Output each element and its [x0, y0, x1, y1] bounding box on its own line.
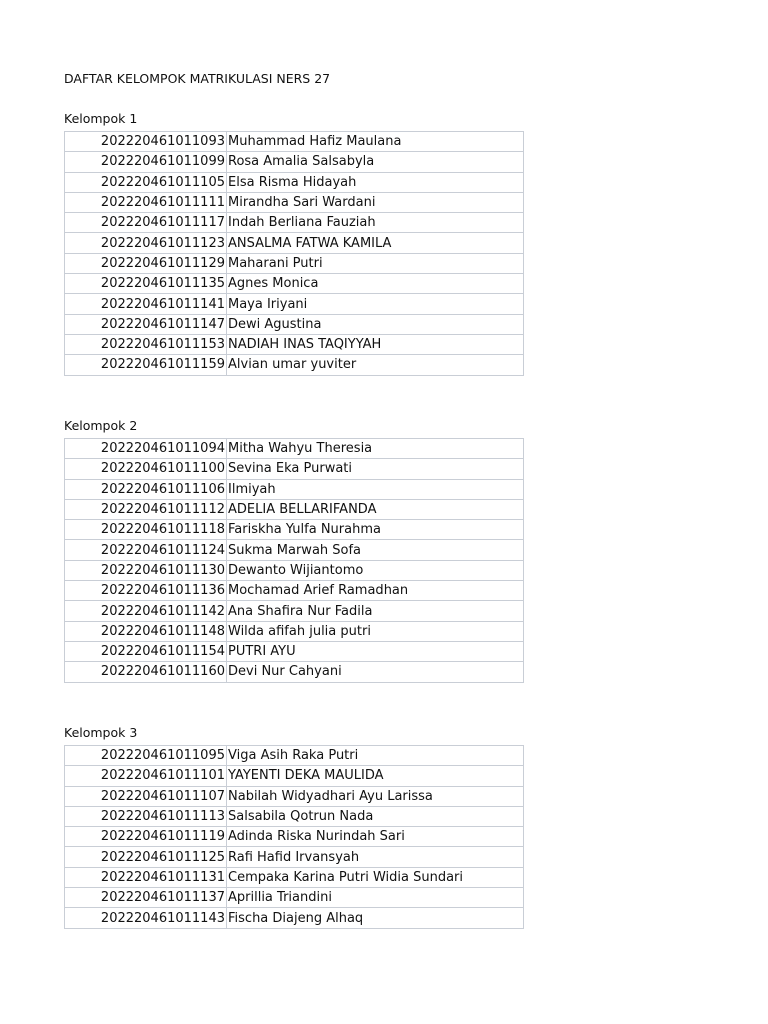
document-title: DAFTAR KELOMPOK MATRIKULASI NERS 27: [64, 71, 331, 86]
student-name-cell: Mirandha Sari Wardani: [227, 192, 524, 212]
student-name-cell: Sukma Marwah Sofa: [227, 540, 524, 560]
table-row: [65, 459, 524, 479]
student-name-cell: Mitha Wahyu Theresia: [227, 439, 524, 459]
table-row: [65, 621, 524, 641]
student-name-cell: Aprillia Triandini: [227, 888, 524, 908]
group-kelompok-2: [64, 418, 524, 683]
table-row: [65, 172, 524, 192]
table-row: [65, 641, 524, 661]
student-id-cell: 202220461011099: [65, 152, 227, 172]
student-name-cell: Muhammad Hafiz Maulana: [227, 132, 524, 152]
table-row: [65, 274, 524, 294]
group-table: [64, 131, 524, 376]
table-row: [65, 888, 524, 908]
table-row: [65, 766, 524, 786]
student-id-cell: 202220461011094: [65, 439, 227, 459]
table-row: [65, 355, 524, 375]
student-id-cell: 202220461011141: [65, 294, 227, 314]
table-row: [65, 908, 524, 928]
group-heading: Kelompok 1: [64, 111, 138, 126]
student-name-cell: PUTRI AYU: [227, 641, 524, 661]
table-row: [65, 152, 524, 172]
group-kelompok-3: [64, 725, 524, 929]
student-name-cell: Maharani Putri: [227, 253, 524, 273]
student-id-cell: 202220461011160: [65, 662, 227, 682]
table-row: [65, 786, 524, 806]
student-name-cell: Devi Nur Cahyani: [227, 662, 524, 682]
table-row: [65, 581, 524, 601]
student-id-cell: 202220461011118: [65, 520, 227, 540]
student-name-cell: Agnes Monica: [227, 274, 524, 294]
student-id-cell: 202220461011117: [65, 213, 227, 233]
student-name-cell: Fischa Diajeng Alhaq: [227, 908, 524, 928]
table-row: [65, 499, 524, 519]
table-row: [65, 746, 524, 766]
table-row: [65, 827, 524, 847]
student-name-cell: Indah Berliana Fauziah: [227, 213, 524, 233]
student-name-cell: Salsabila Qotrun Nada: [227, 806, 524, 826]
table-row: [65, 520, 524, 540]
student-id-cell: 202220461011113: [65, 806, 227, 826]
student-id-cell: 202220461011111: [65, 192, 227, 212]
student-name-cell: Mochamad Arief Ramadhan: [227, 581, 524, 601]
table-row: [65, 294, 524, 314]
student-name-cell: YAYENTI DEKA MAULIDA: [227, 766, 524, 786]
student-id-cell: 202220461011106: [65, 479, 227, 499]
student-name-cell: Ilmiyah: [227, 479, 524, 499]
student-name-cell: ANSALMA FATWA KAMILA: [227, 233, 524, 253]
student-id-cell: 202220461011154: [65, 641, 227, 661]
table-row: [65, 334, 524, 354]
student-name-cell: Rosa Amalia Salsabyla: [227, 152, 524, 172]
student-id-cell: 202220461011136: [65, 581, 227, 601]
table-row: [65, 560, 524, 580]
table-row: [65, 132, 524, 152]
student-id-cell: 202220461011112: [65, 499, 227, 519]
student-id-cell: 202220461011135: [65, 274, 227, 294]
student-name-cell: ADELIA BELLARIFANDA: [227, 499, 524, 519]
table-row: [65, 253, 524, 273]
student-id-cell: 202220461011095: [65, 746, 227, 766]
student-id-cell: 202220461011143: [65, 908, 227, 928]
student-name-cell: Sevina Eka Purwati: [227, 459, 524, 479]
table-row: [65, 867, 524, 887]
group-kelompok-1: [64, 111, 524, 376]
student-id-cell: 202220461011159: [65, 355, 227, 375]
table-row: [65, 439, 524, 459]
student-name-cell: Fariskha Yulfa Nurahma: [227, 520, 524, 540]
group-heading: Kelompok 3: [64, 725, 138, 740]
student-id-cell: 202220461011100: [65, 459, 227, 479]
table-row: [65, 540, 524, 560]
student-id-cell: 202220461011129: [65, 253, 227, 273]
student-id-cell: 202220461011142: [65, 601, 227, 621]
student-name-cell: Maya Iriyani: [227, 294, 524, 314]
student-id-cell: 202220461011123: [65, 233, 227, 253]
table-row: [65, 479, 524, 499]
student-id-cell: 202220461011101: [65, 766, 227, 786]
table-row: [65, 847, 524, 867]
table-row: [65, 662, 524, 682]
student-name-cell: Alvian umar yuviter: [227, 355, 524, 375]
table-row: [65, 233, 524, 253]
student-name-cell: Dewi Agustina: [227, 314, 524, 334]
student-name-cell: Rafi Hafid Irvansyah: [227, 847, 524, 867]
student-id-cell: 202220461011125: [65, 847, 227, 867]
student-name-cell: Dewanto Wijiantomo: [227, 560, 524, 580]
student-id-cell: 202220461011131: [65, 867, 227, 887]
table-row: [65, 806, 524, 826]
student-id-cell: 202220461011137: [65, 888, 227, 908]
student-name-cell: Viga Asih Raka Putri: [227, 746, 524, 766]
table-row: [65, 192, 524, 212]
student-id-cell: 202220461011093: [65, 132, 227, 152]
student-name-cell: Ana Shafira Nur Fadila: [227, 601, 524, 621]
student-id-cell: 202220461011130: [65, 560, 227, 580]
student-id-cell: 202220461011148: [65, 621, 227, 641]
student-name-cell: Cempaka Karina Putri Widia Sundari: [227, 867, 524, 887]
student-id-cell: 202220461011119: [65, 827, 227, 847]
table-row: [65, 601, 524, 621]
student-name-cell: Nabilah Widyadhari Ayu Larissa: [227, 786, 524, 806]
student-id-cell: 202220461011124: [65, 540, 227, 560]
student-id-cell: 202220461011105: [65, 172, 227, 192]
student-id-cell: 202220461011153: [65, 334, 227, 354]
student-name-cell: Wilda afifah julia putri: [227, 621, 524, 641]
student-name-cell: Adinda Riska Nurindah Sari: [227, 827, 524, 847]
student-name-cell: NADIAH INAS TAQIYYAH: [227, 334, 524, 354]
group-heading: Kelompok 2: [64, 418, 138, 433]
student-id-cell: 202220461011107: [65, 786, 227, 806]
group-table: [64, 438, 524, 683]
table-row: [65, 213, 524, 233]
group-table: [64, 745, 524, 929]
student-name-cell: Elsa Risma Hidayah: [227, 172, 524, 192]
table-row: [65, 314, 524, 334]
student-id-cell: 202220461011147: [65, 314, 227, 334]
